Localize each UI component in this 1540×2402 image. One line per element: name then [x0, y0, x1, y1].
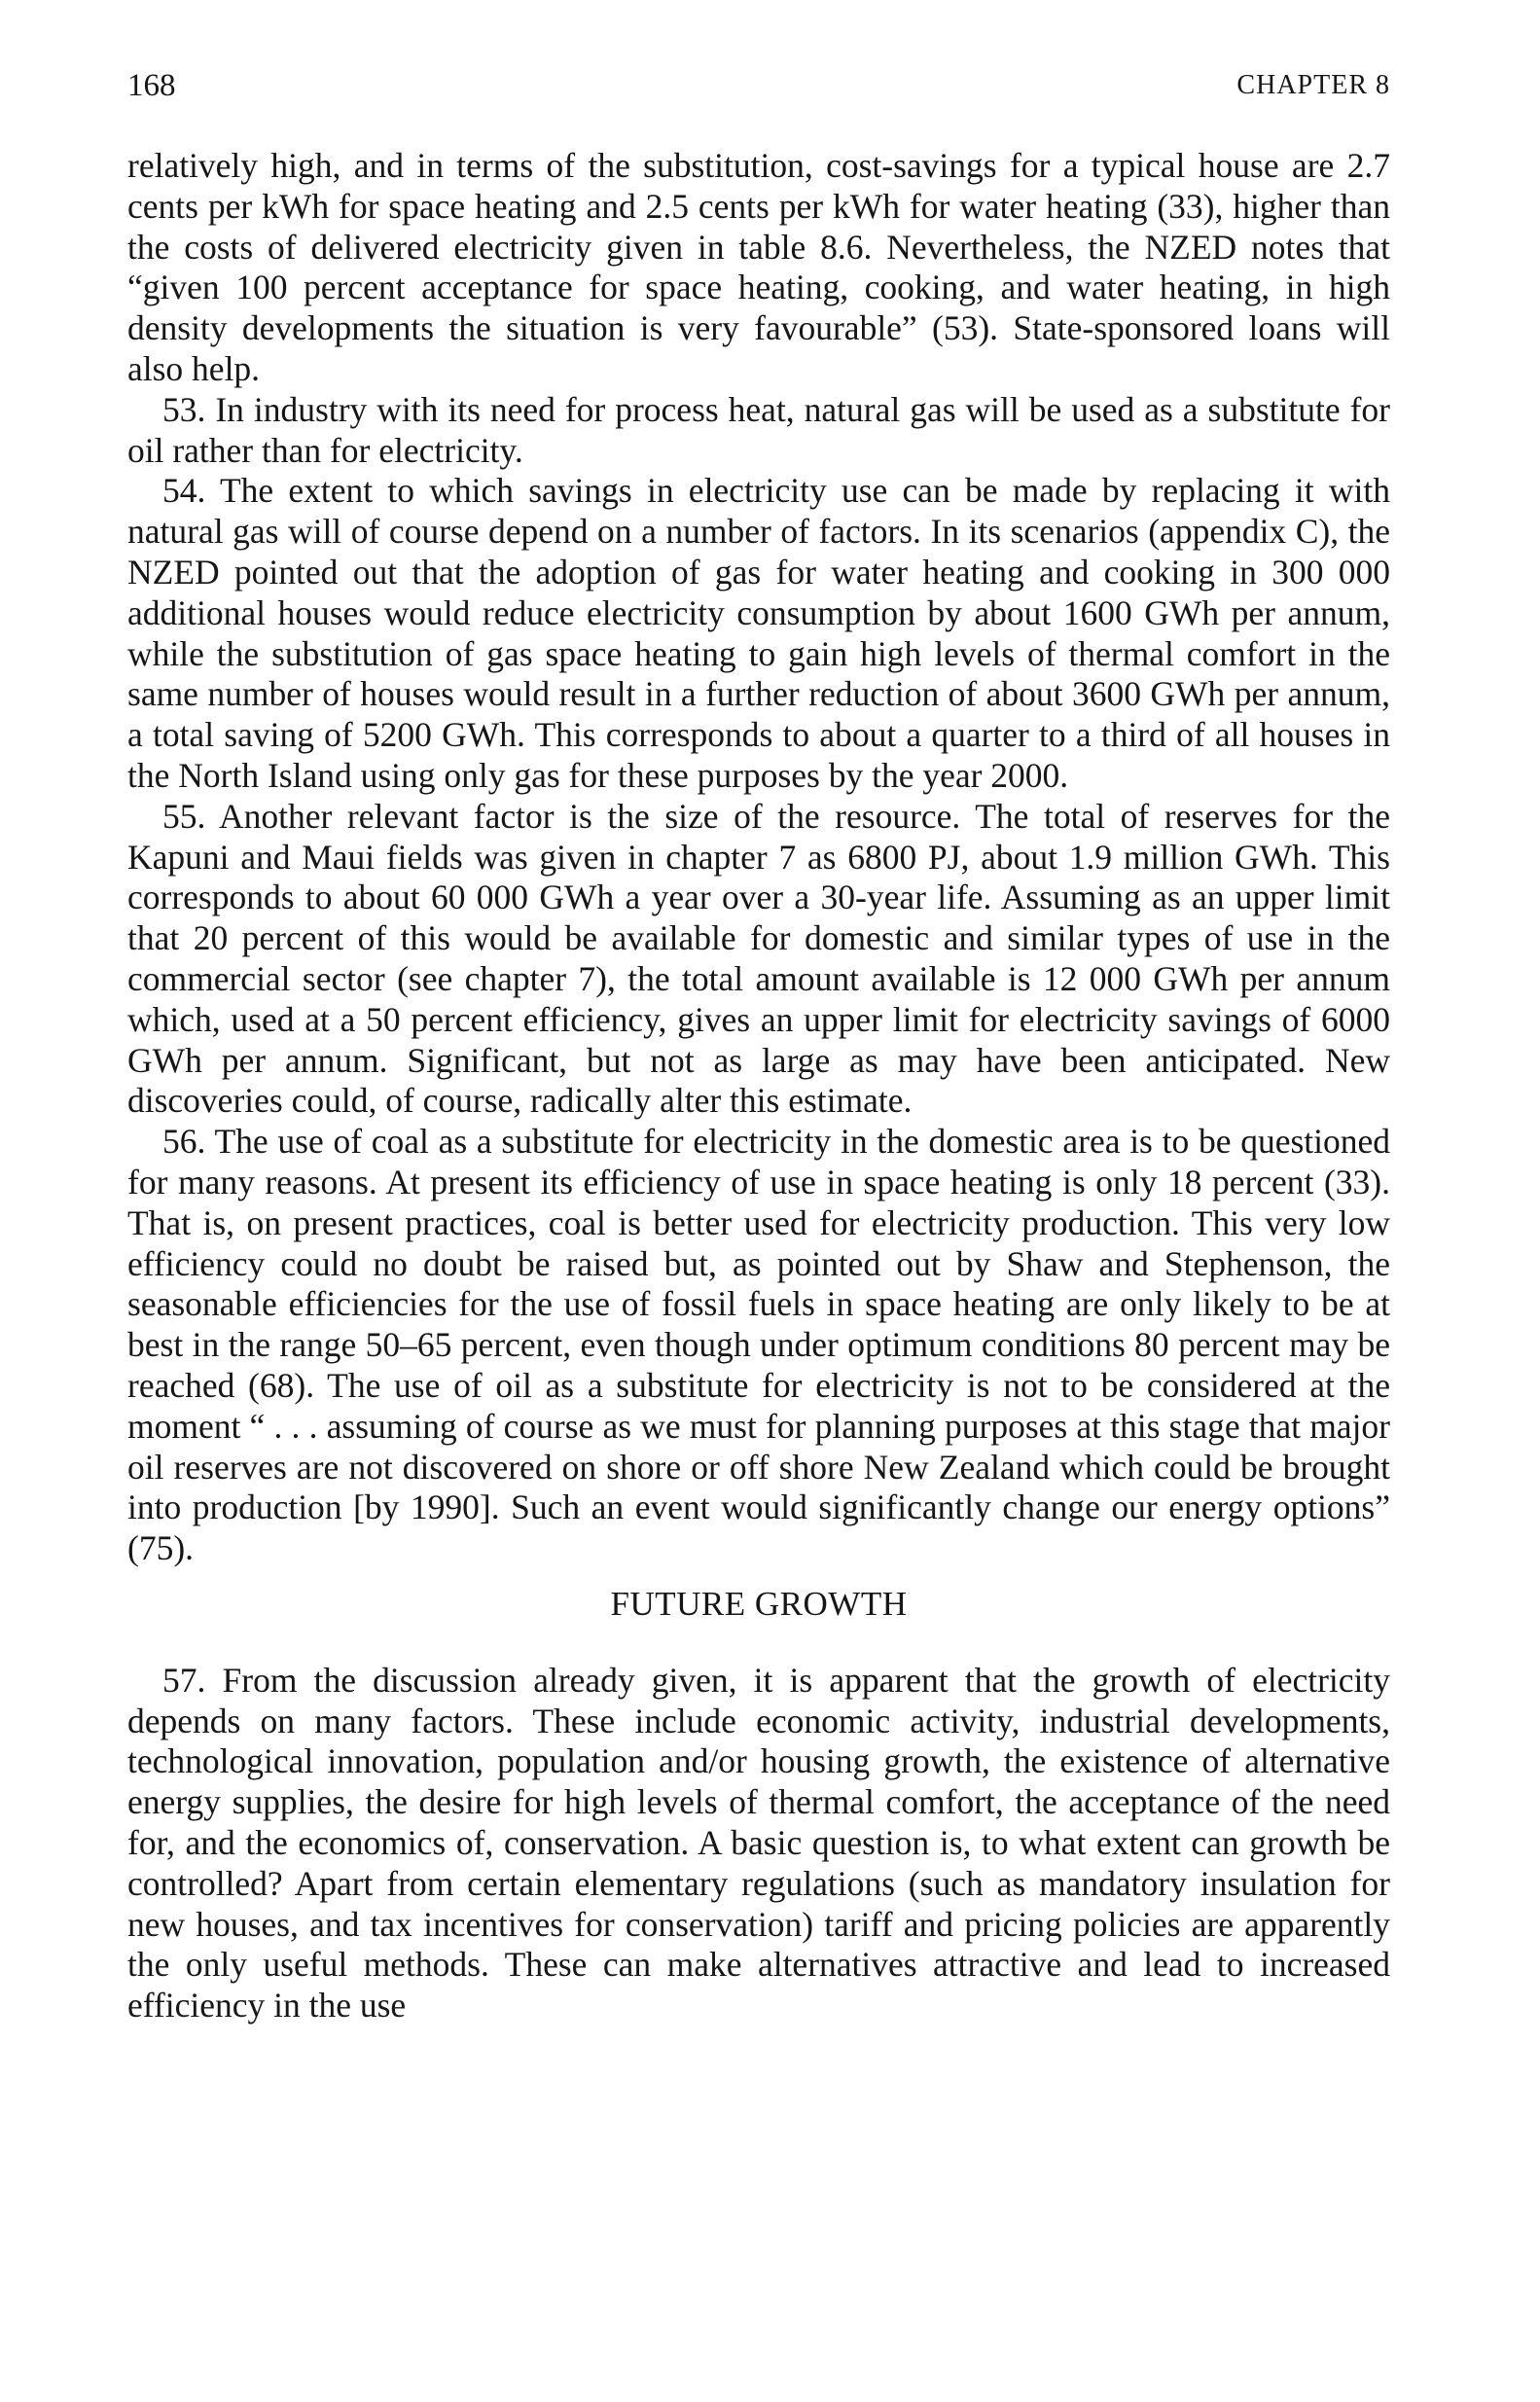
running-head [127, 64, 1390, 107]
paragraph-56: 56. The use of coal as a substitute for electricity in the domestic area is to be questioned for many reasons. At present its efficiency of use in space heating is only 18 percent (33). That is, on present practices, coal is better used for electricity production. This very low efficiency could no doubt be raised but, as pointed out by Shaw and Stephenson, the seasonable efficiencies for the use of fossil fuels in space heating are only likely to be at best in the range 50–65 percent, even though under optimum conditions 80 percent may be reached (68). The use of oil as a substitute for electricity is not to be considered at the moment “ . . . assuming of course as we must for planning purposes at this stage that major oil reserves are not discovered on shore or off shore New Zealand which could be brought into production [by 1990]. Such an event would significantly change our energy options” (75). [127, 1122, 1390, 1568]
chapter-label: CHAPTER 8 [1236, 70, 1390, 100]
paragraph-55: 55. Another relevant factor is the size of the resource. The total of reserves for the Kapuni and Maui fields was given in chapter 7 as 6800 PJ, about 1.9 million GWh. This corresponds to about 60 000 GWh a year over a 30-year life. Assuming as an upper limit that 20 percent of this would be available for domestic and similar types of use in the commercial sector (see chapter 7), the total amount available is 12 000 GWh per annum which, used at a 50 percent efficiency, gives an upper limit for electricity savings of 6000 GWh per annum. Significant, but not as large as may have been anticipated. New discoveries could, of course, radically alter this estimate. [127, 796, 1390, 1121]
paragraph-54: 54. The extent to which savings in electricity use can be made by replacing it with natural gas will of course depend on a number of factors. In its scenarios (appendix C), the NZED pointed out that the adoption of gas for water heating and cooking in 300 000 additional houses would reduce electricity consumption by about 1600 GWh per annum, while the substitution of gas space heating to gain high levels of thermal comfort in the same number of houses would result in a further reduction of about 3600 GWh per annum, a total saving of 5200 GWh. This corresponds to about a quarter to a third of all houses in the North Island using only gas for these purposes by the year 2000. [127, 471, 1390, 795]
page-number: 168 [127, 68, 176, 103]
paragraph-53: 53. In industry with its need for process heat, natural gas will be used as a substitute for oil rather than for electricity. [127, 389, 1390, 470]
paragraph-57: 57. From the discussion already given, it is apparent that the growth of electricity depends on many factors. These include economic activity, industrial developments, technological innovation, population and/or housing growth, the existence of alternative energy supplies, the desire for high levels of thermal comfort, the acceptance of the need for, and the economics of, conservation. A basic question is, to what extent can growth be controlled? Apart from certain elementary regulations (such as mandatory insulation for new houses, and tax incentives for conservation) tariff and pricing policies are apparently the only useful methods. These can make alternatives attractive and lead to increased efficiency in the use [127, 1660, 1390, 2026]
paragraph-continued: relatively high, and in terms of the substitution, cost-savings for a typical house are 2.7 cents per kWh for space heating and 2.5 cents per kWh for water heating (33), higher than the costs of delivered electricity given in table 8.6. Nevertheless, the NZED notes that “given 100 percent acceptance for space heating, cooking, and water heating, in high density developments the situation is very favourable” (53). State-sponsored loans will also help. [127, 146, 1390, 388]
body-text [127, 146, 1390, 2026]
section-heading: FUTURE GROWTH [610, 1584, 908, 1623]
